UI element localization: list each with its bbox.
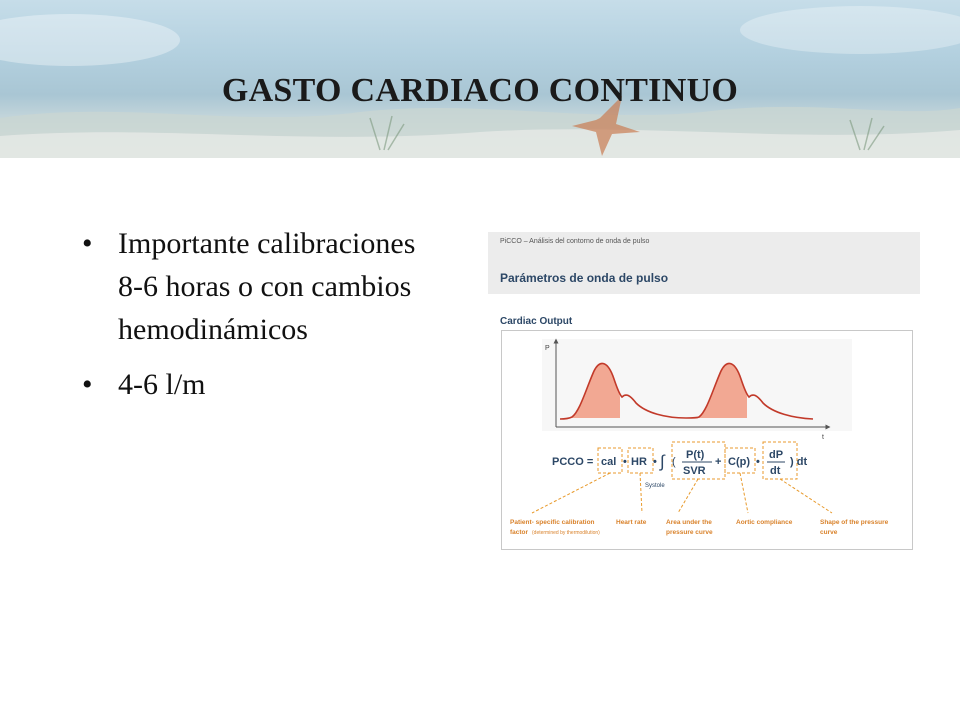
figure-header <box>488 232 920 294</box>
formula-svr: SVR <box>683 465 706 477</box>
formula-hr: HR <box>631 456 647 468</box>
cardiac-output-panel <box>501 330 913 550</box>
systole-label: Systole <box>645 483 665 489</box>
formula-dot: • <box>653 456 657 468</box>
bullet-text: Importante calibraciones 8-6 horas o con cambios hemodinámicos <box>118 227 416 346</box>
formula-pt: P(t) <box>686 449 705 461</box>
figure-header-small: PiCCO – Análisis del contorno de onda de pulso <box>500 238 650 245</box>
area-label-1: Area under the <box>666 519 712 526</box>
picco-figure <box>488 230 920 560</box>
figure-header-title: Parámetros de onda de pulso <box>500 271 669 285</box>
heart-rate-label: Heart rate <box>616 519 647 526</box>
dpdt-pointer <box>780 479 832 513</box>
t-axis-label: t <box>822 434 824 441</box>
cardiac-output-title: Cardiac Output <box>500 316 573 327</box>
integral-symbol: ∫ <box>660 452 665 471</box>
formula-dot: • <box>756 456 760 468</box>
hr-pointer <box>640 473 642 513</box>
area-pointer <box>678 479 698 513</box>
formula-dt-frac: dt <box>770 465 781 477</box>
formula-cal: cal <box>601 456 617 468</box>
formula-close: ) dt <box>790 456 808 468</box>
patient-label-1: Patient- specific calibration <box>510 519 595 526</box>
formula-cp: C(p) <box>728 456 750 468</box>
shape-label-1: Shape of the pressure <box>820 519 889 526</box>
patient-note: (determined by thermodilution) <box>532 530 600 536</box>
cardiac-output-diagram <box>502 331 912 549</box>
area-label-2: pressure curve <box>666 529 713 536</box>
cal-pointer <box>532 473 610 513</box>
formula-dot: • <box>623 456 627 468</box>
bullet-symbol: • <box>82 368 93 401</box>
slide-title: GASTO CARDIACO CONTINUO <box>221 72 739 109</box>
formula-dp: dP <box>769 449 784 461</box>
p-axis-label: P <box>545 345 550 352</box>
bullet-item <box>82 222 432 351</box>
bullet-item <box>82 363 432 406</box>
bullet-list <box>82 222 432 418</box>
formula-plus: + <box>715 456 722 468</box>
formula-open-paren: ( <box>672 456 676 468</box>
bullet-text: 4-6 l/m <box>118 368 206 401</box>
aortic-label: Aortic compliance <box>736 519 793 526</box>
cp-pointer <box>740 473 748 513</box>
patient-label-2: factor <box>510 529 529 536</box>
shape-label-2: curve <box>820 529 838 536</box>
bullet-symbol: • <box>82 227 93 260</box>
formula-lhs: PCCO = <box>552 456 594 468</box>
